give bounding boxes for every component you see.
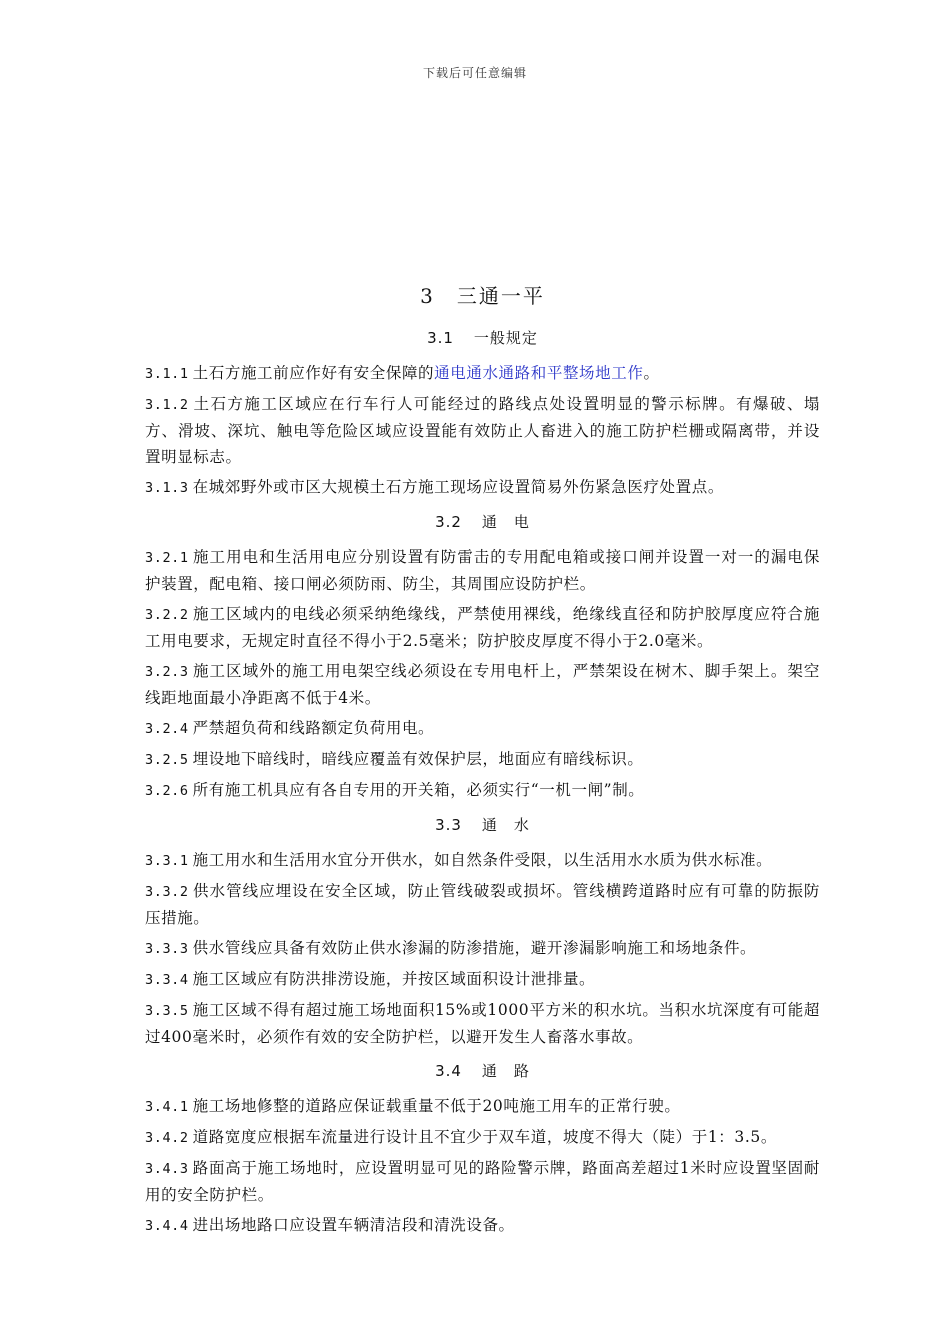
paragraph-number: 3.2.4 — [145, 721, 189, 737]
paragraph-text: 进出场地路口应设置车辆清洁段和清洗设备。 — [192, 1216, 515, 1234]
section-title-text: 通 电 — [481, 513, 530, 531]
paragraph-number: 3.1.1 — [145, 366, 189, 382]
paragraph-text: 道路宽度应根据车流量进行设计且不宜少于双车道，坡度不得大（陡）于1：3.5。 — [192, 1128, 777, 1146]
section-title-text: 通 水 — [481, 816, 530, 834]
section-title — [145, 327, 820, 348]
chapter-title-text: 三通一平 — [456, 284, 545, 308]
hyperlink-text[interactable]: 通电通水通路和平整场地工作 — [434, 364, 644, 382]
section-title — [145, 814, 820, 835]
paragraph-number: 3.1.3 — [145, 480, 189, 496]
paragraph-number: 3.3.4 — [145, 972, 189, 988]
paragraph-text: 土石方施工区域应在行车行人可能经过的路线点处设置明显的警示标牌。有爆破、塌方、滑坡、深坑、触电等危险区域应设置能有效防止人畜进入的施工防护栏栅或隔离带，并设置明显标志。 — [145, 395, 820, 466]
paragraph-text: 施工场地修整的道路应保证载重量不低于20吨施工用车的正常行驶。 — [192, 1097, 681, 1115]
paragraph-3-1-1 — [145, 360, 820, 387]
paragraph-3-2-1 — [145, 544, 820, 597]
paragraph-text: 供水管线应埋设在安全区域，防止管线破裂或损坏。管线横跨道路时应有可靠的防振防压措施。 — [145, 882, 820, 927]
header-note: 下载后可任意编辑 — [422, 66, 527, 80]
section-3-3 — [145, 814, 820, 1050]
paragraph-text: 严禁超负荷和线路额定负荷用电。 — [192, 719, 435, 737]
chapter-number: 3 — [420, 284, 435, 308]
section-title-text: 通 路 — [481, 1062, 530, 1080]
paragraph-3-4-2 — [145, 1124, 820, 1151]
section-3-4 — [145, 1060, 820, 1239]
paragraph-number: 3.2.6 — [145, 783, 189, 799]
section-number: 3.2 — [435, 513, 462, 531]
paragraph-3-4-3 — [145, 1155, 820, 1208]
paragraph-3-2-3 — [145, 658, 820, 711]
paragraph-number: 3.4.4 — [145, 1218, 189, 1234]
section-3-1 — [145, 327, 820, 501]
chapter-title — [145, 280, 820, 309]
section-number: 3.4 — [435, 1062, 462, 1080]
paragraph-3-3-1 — [145, 847, 820, 874]
section-title — [145, 511, 820, 532]
paragraph-number: 3.3.5 — [145, 1003, 189, 1019]
paragraph-text-end: 。 — [643, 364, 660, 382]
paragraph-text: 路面高于施工场地时，应设置明显可见的路险警示牌，路面高差超过1米时应设置坚固耐用的安全防护栏。 — [145, 1159, 820, 1204]
paragraph-number: 3.4.3 — [145, 1161, 189, 1177]
section-3-2 — [145, 511, 820, 804]
paragraph-number: 3.2.3 — [145, 664, 189, 680]
paragraph-3-4-1 — [145, 1093, 820, 1120]
paragraph-3-1-2 — [145, 391, 820, 470]
paragraph-3-4-4 — [145, 1212, 820, 1239]
paragraph-text: 埋设地下暗线时，暗线应覆盖有效保护层，地面应有暗线标识。 — [192, 750, 644, 768]
paragraph-3-3-3 — [145, 935, 820, 962]
paragraph-3-2-4 — [145, 715, 820, 742]
paragraph-3-3-4 — [145, 966, 820, 993]
paragraph-text: 施工区域外的施工用电架空线必须设在专用电杆上，严禁架设在树木、脚手架上。架空线距地面最小净距离不低于4米。 — [145, 662, 820, 707]
paragraph-3-3-5 — [145, 997, 820, 1050]
paragraph-number: 3.1.2 — [145, 397, 189, 413]
paragraph-number: 3.4.2 — [145, 1130, 189, 1146]
paragraph-number: 3.2.2 — [145, 607, 189, 623]
document-body — [145, 280, 820, 1243]
paragraph-text: 土石方施工前应作好有安全保障的 — [192, 364, 435, 382]
section-number: 3.1 — [427, 329, 454, 347]
section-number: 3.3 — [435, 816, 462, 834]
paragraph-number: 3.2.1 — [145, 550, 189, 566]
paragraph-number: 3.3.2 — [145, 884, 189, 900]
paragraph-number: 3.2.5 — [145, 752, 189, 768]
paragraph-3-3-2 — [145, 878, 820, 931]
paragraph-text: 施工用水和生活用水宜分开供水，如自然条件受限，以生活用水水质为供水标准。 — [192, 851, 773, 869]
paragraph-number: 3.3.1 — [145, 853, 189, 869]
paragraph-number: 3.3.3 — [145, 941, 189, 957]
paragraph-text: 在城郊野外或市区大规模土石方施工现场应设置简易外伤紧急医疗处置点。 — [192, 478, 724, 496]
paragraph-text: 施工区域不得有超过施工场地面积15%或1000平方米的积水坑。当积水坑深度有可能超过400毫米时，必须作有效的安全防护栏，以避开发生人畜落水事故。 — [145, 1001, 820, 1046]
section-title — [145, 1060, 820, 1081]
paragraph-3-2-6 — [145, 777, 820, 804]
paragraph-text: 施工区域应有防洪排涝设施，并按区域面积设计泄排量。 — [192, 970, 596, 988]
section-title-text: 一般规定 — [473, 329, 538, 347]
paragraph-3-2-2 — [145, 601, 820, 654]
paragraph-text: 施工用电和生活用电应分别设置有防雷击的专用配电箱或接口闸并设置一对一的漏电保护装置，配电箱、接口闸必须防雨、防尘，其周围应设防护栏。 — [145, 548, 820, 593]
paragraph-text: 施工区域内的电线必须采纳绝缘线，严禁使用裸线，绝缘线直径和防护胶厚度应符合施工用电要求，无规定时直径不得小于2.5毫米；防护胶皮厚度不得小于2.0毫米。 — [145, 605, 820, 650]
paragraph-text: 所有施工机具应有各自专用的开关箱，必须实行“一机一闸”制。 — [192, 781, 645, 799]
paragraph-number: 3.4.1 — [145, 1099, 189, 1115]
paragraph-text: 供水管线应具备有效防止供水渗漏的防渗措施，避开渗漏影响施工和场地条件。 — [192, 939, 757, 957]
paragraph-3-1-3 — [145, 474, 820, 501]
paragraph-3-2-5 — [145, 746, 820, 773]
